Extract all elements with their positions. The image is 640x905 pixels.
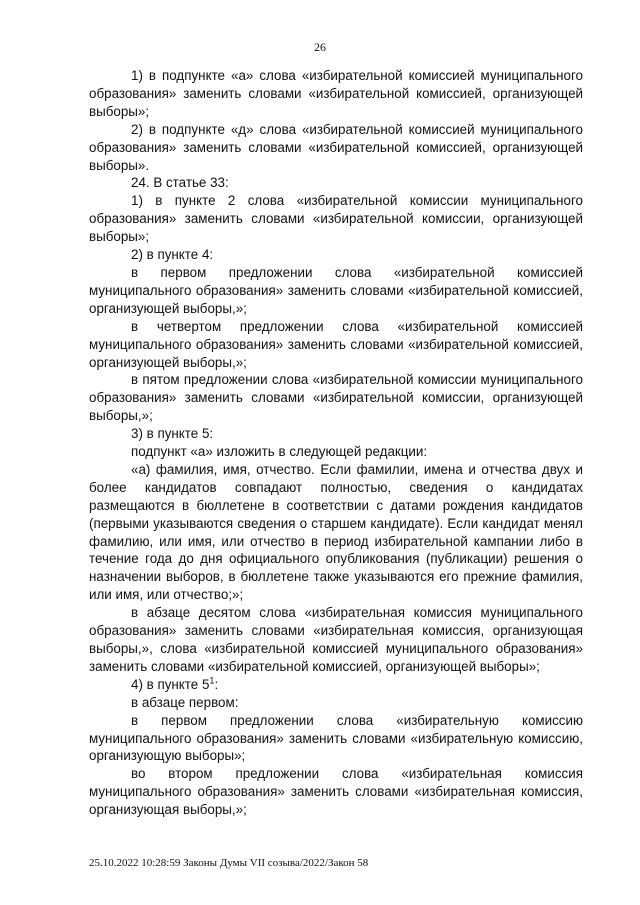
paragraph: в абзаце первом: — [131, 694, 239, 710]
paragraph: «а) фамилия, имя, отчество. Если фамилии, имена и отчества двух и более кандидатов совпадают полностью, сведения о кандидатах размещаются в бюллетене в соответствии с датами рождения кандидатов (первыми указываются сведения о старшем кандидате). Если кандидат менял фамилию, или имя, или отчество в период избирательной кампании либо в течение года до дня официального опубликования (публикации) решения о назначении выборов, в бюллетене также указываются его прежние фамилия, или имя, или отчество;»; — [89, 461, 583, 603]
paragraph: в абзаце десятом слова «избирательная комиссия муниципального образования» заменить словами «избирательная комиссия, организующая выборы,», слова «избирательной комиссией муниципального образования» заменить словами «избирательной комиссией, организующей выборы»; — [89, 605, 583, 674]
paragraph: 2) в подпункте «д» слова «избирательной комиссией муниципального образования» заменить словами «избирательной комиссией, организующей выборы». — [89, 121, 583, 173]
paragraph: подпункт «а» изложить в следующей редакции: — [131, 444, 428, 460]
paragraph-text: 4) в пункте 5 — [131, 676, 210, 692]
paragraph: в первом предложении слова «избирательной комиссией муниципального образования» заменить словами «избирательной комиссией, организующей выборы,»; — [89, 264, 583, 316]
page-number: 26 — [314, 40, 326, 54]
paragraph-with-superscript — [89, 676, 583, 694]
paragraph-suffix: : — [214, 676, 219, 692]
paragraph: в первом предложении слова «избирательную комиссию муниципального образования» заменить словами «избирательную комиссию, организующую выборы»; — [89, 712, 583, 764]
paragraph: 2) в пункте 4: — [131, 247, 214, 263]
paragraph: во втором предложении слова «избирательная комиссия муниципального образования» заменить словами «избирательная комиссия, организующая выборы,»; — [89, 766, 583, 818]
paragraph: в пятом предложении слова «избирательной комиссии муниципального образования» заменить словами «избирательной комиссии, организующей выборы,»; — [89, 372, 583, 424]
paragraph: 1) в подпункте «а» слова «избирательной комиссией муниципального образования» заменить словами «избирательной комиссией, организующей выборы»; — [89, 68, 583, 119]
superscript: 1 — [209, 675, 215, 686]
paragraph: 24. В статье 33: — [131, 175, 229, 191]
footer: 25.10.2022 10:28:59 Законы Думы VII созыва/2022/Закон 58 — [89, 857, 369, 869]
paragraph: 1) в пункте 2 слова «избирательной комиссии муниципального образования» заменить словами «избирательной комиссии, организующей выборы»; — [89, 193, 583, 245]
paragraph: 3) в пункте 5: — [131, 426, 214, 442]
document-body — [89, 67, 583, 819]
paragraph: в четвертом предложении слова «избирательной комиссией муниципального образования» заменить словами «избирательной комиссией, организующей выборы,»; — [89, 318, 583, 370]
